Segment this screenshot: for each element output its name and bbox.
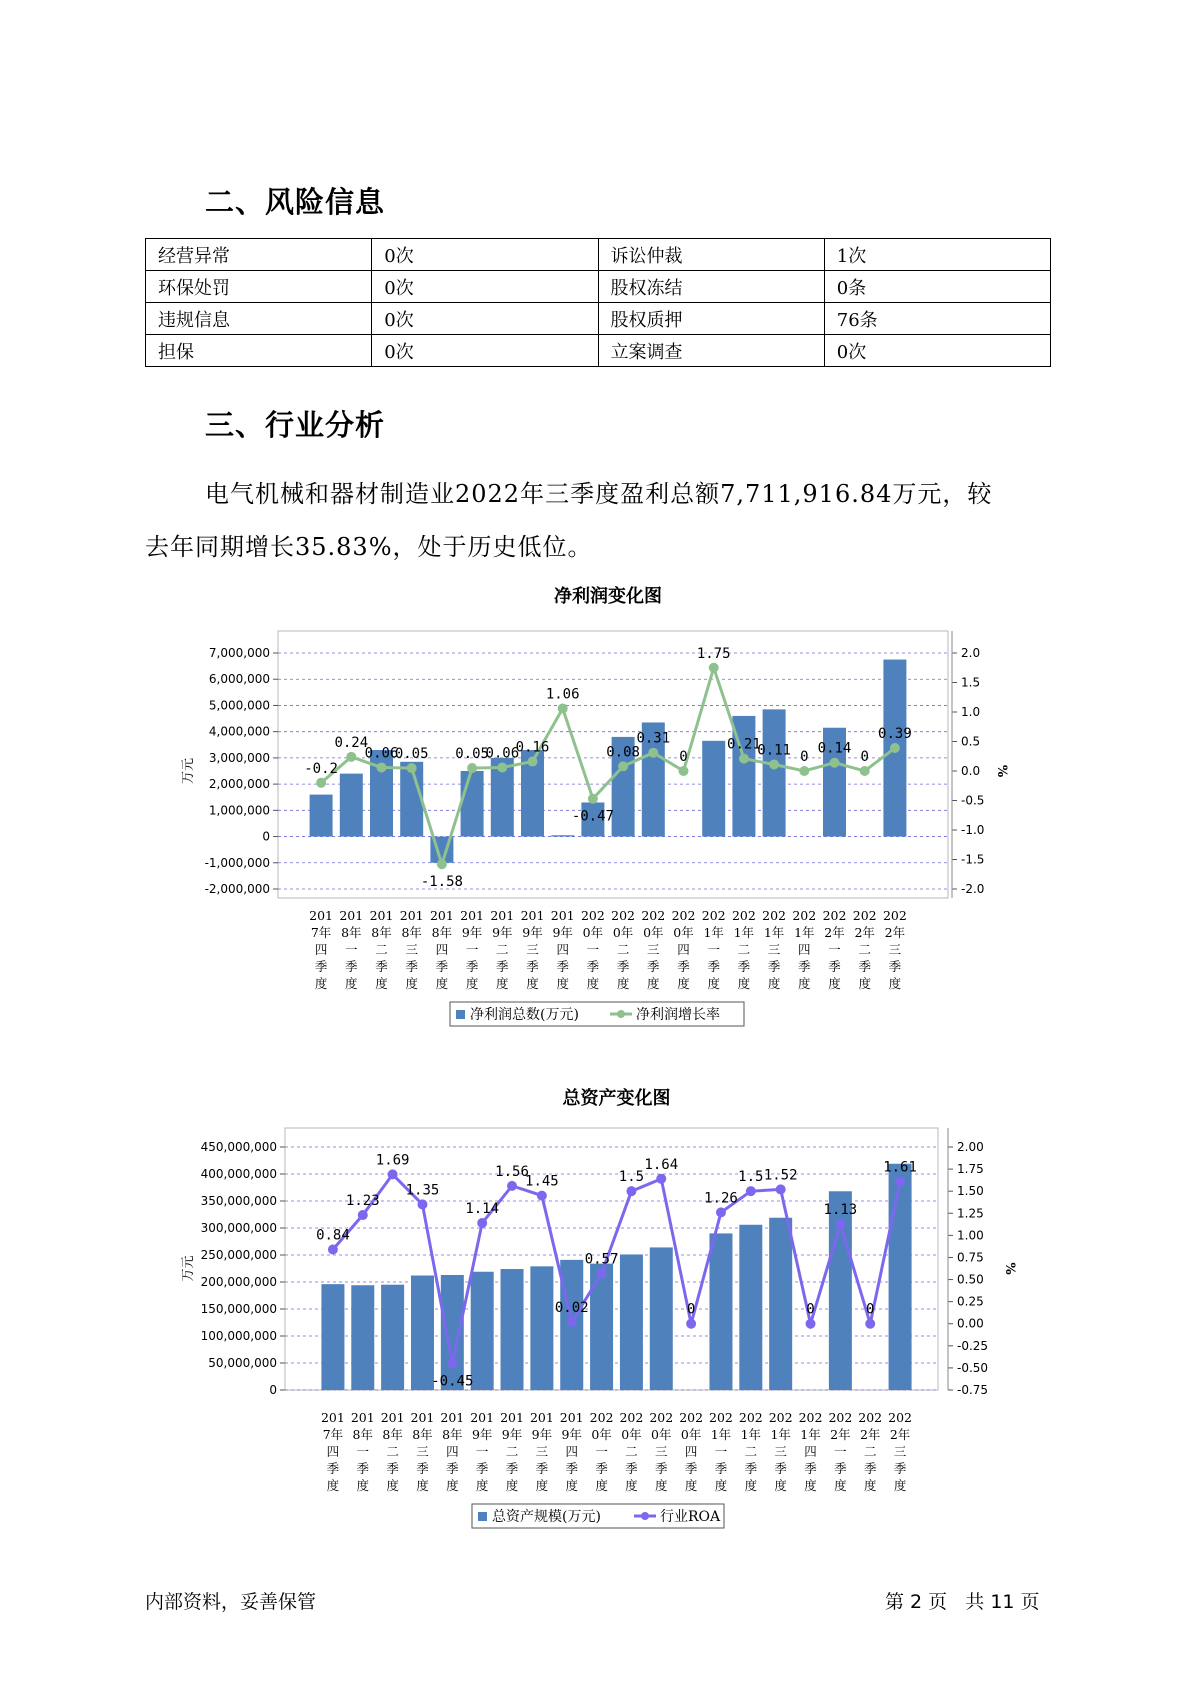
y2-tick-label: 1.00 <box>957 1228 984 1243</box>
x-category-label: 202 1年四季度 <box>792 908 817 991</box>
x-category-label: 201 7年四季度 <box>309 908 334 991</box>
y2-tick-label: 2.0 <box>961 646 981 660</box>
line-point <box>447 1358 457 1368</box>
risk-table-row <box>146 303 1051 335</box>
line-point <box>686 1319 696 1329</box>
x-category-label: 202 1年一季度 <box>709 1410 733 1493</box>
risk-table-row <box>146 335 1051 367</box>
x-category-label: 202 0年四季度 <box>671 908 696 991</box>
data-label: 1.35 <box>405 1182 440 1199</box>
y-axis-title: 万元 <box>181 1255 196 1282</box>
x-category-label: 201 8年一季度 <box>339 908 364 991</box>
data-label: 1.5 <box>738 1169 764 1186</box>
y-tick-label: 0 <box>262 829 270 844</box>
x-category-label: 202 2年一季度 <box>828 1410 853 1493</box>
line-point <box>895 1176 905 1186</box>
bar <box>381 1285 404 1390</box>
y-tick-label: 400,000,000 <box>200 1167 277 1181</box>
data-label: 0.02 <box>554 1299 589 1316</box>
line-point <box>679 766 689 776</box>
legend-bar-label: 总资产规模(万元) <box>492 1509 601 1525</box>
line-point <box>346 752 356 762</box>
x-category-label: 201 8年二季度 <box>369 908 394 991</box>
data-label: 0.14 <box>817 740 852 757</box>
data-label: 0.05 <box>455 746 489 763</box>
data-label: 1.61 <box>883 1159 917 1176</box>
x-category-label: 201 8年三季度 <box>410 1410 435 1493</box>
legend-bar-swatch <box>478 1512 487 1521</box>
x-category-label: 201 9年三季度 <box>520 908 545 991</box>
risk-item-label: 违规信息 <box>146 303 372 335</box>
risk-item-value: 0次 <box>824 335 1050 367</box>
x-category-label: 202 0年四季度 <box>679 1410 704 1493</box>
legend-line-label: 净利润增长率 <box>636 1007 720 1023</box>
data-label: 0.11 <box>757 742 791 759</box>
y2-tick-label: -1.0 <box>961 823 985 837</box>
line-point <box>865 1319 875 1329</box>
risk-item-label: 担保 <box>146 335 372 367</box>
x-category-label: 201 9年三季度 <box>529 1410 554 1493</box>
y2-tick-label: 1.5 <box>961 675 981 690</box>
industry-section-heading: 三、行业分析 <box>205 408 386 442</box>
y-tick-label: 50,000,000 <box>208 1356 277 1370</box>
bar <box>889 1164 912 1390</box>
data-label: -0.2 <box>304 760 338 777</box>
risk-info-table <box>145 238 1051 367</box>
line-point <box>860 766 870 776</box>
risk-table-row <box>146 271 1051 303</box>
chart-title: 净利润变化图 <box>554 586 662 607</box>
bar <box>620 1254 643 1390</box>
data-label: 0.39 <box>878 725 912 742</box>
line-point <box>328 1245 338 1255</box>
risk-item-label: 立案调查 <box>598 335 824 367</box>
x-category-label: 201 8年一季度 <box>350 1410 375 1493</box>
y-tick-label: -1,000,000 <box>204 855 270 870</box>
line-point <box>358 1210 368 1220</box>
line-point <box>648 748 658 758</box>
line-point <box>437 859 447 869</box>
data-label: 1.69 <box>375 1152 410 1169</box>
data-label: 1.06 <box>545 686 580 703</box>
data-label: 0.31 <box>636 730 671 747</box>
y-tick-label: -2,000,000 <box>204 882 270 896</box>
line-point <box>537 1191 547 1201</box>
x-category-label: 202 0年一季度 <box>589 1410 614 1493</box>
data-label: 0.06 <box>485 745 520 762</box>
bar <box>709 1233 732 1390</box>
line-point <box>558 703 568 713</box>
y-tick-label: 250,000,000 <box>200 1248 277 1262</box>
data-label: 0.21 <box>727 736 761 753</box>
risk-item-value: 0次 <box>372 271 598 303</box>
bar <box>530 1266 553 1390</box>
line-point <box>407 763 417 773</box>
data-label: 1.26 <box>704 1190 738 1207</box>
line-point <box>388 1169 398 1179</box>
data-label: 0.05 <box>394 746 429 763</box>
x-category-label: 201 8年三季度 <box>399 908 424 991</box>
x-category-label: 202 1年三季度 <box>762 908 787 991</box>
data-label: -0.45 <box>431 1373 474 1390</box>
y2-axis-title: % <box>994 764 1009 778</box>
line-point <box>467 763 477 773</box>
data-label: 0.16 <box>515 739 550 756</box>
y2-tick-label: 1.25 <box>957 1206 984 1221</box>
data-label: 1.14 <box>465 1200 500 1217</box>
x-category-label: 201 9年二季度 <box>500 1410 524 1493</box>
x-category-label: 202 0年一季度 <box>580 908 605 991</box>
legend-line-marker <box>617 1010 625 1018</box>
y-tick-label: 3,000,000 <box>208 750 270 765</box>
x-category-label: 201 9年一季度 <box>460 908 485 991</box>
data-label: 0.57 <box>584 1251 619 1268</box>
x-category-label: 202 2年二季度 <box>858 1410 883 1493</box>
line-point <box>769 760 779 770</box>
x-category-label: 201 8年四季度 <box>440 1410 465 1493</box>
y-tick-label: 0 <box>269 1383 277 1397</box>
data-label: 1.56 <box>495 1163 529 1180</box>
data-label: 0 <box>806 1301 815 1318</box>
data-label: 1.13 <box>823 1201 858 1218</box>
y-tick-label: 1,000,000 <box>208 803 270 818</box>
y-tick-label: 450,000,000 <box>200 1140 277 1154</box>
line-point <box>417 1199 427 1209</box>
bar <box>461 771 484 837</box>
total-assets-chart-svg <box>0 1082 1191 1542</box>
legend-line-marker <box>641 1512 649 1520</box>
data-label: -1.58 <box>420 874 463 891</box>
x-category-label: 202 2年二季度 <box>852 908 877 991</box>
x-category-label: 202 0年三季度 <box>649 1410 674 1493</box>
risk-table-row <box>146 239 1051 271</box>
data-label: 0.84 <box>316 1227 350 1244</box>
line-point <box>709 663 719 673</box>
x-category-label: 201 7年四季度 <box>320 1410 345 1493</box>
risk-item-label: 经营异常 <box>146 239 372 271</box>
line-point <box>799 766 809 776</box>
line-point <box>588 794 598 804</box>
x-category-label: 201 9年四季度 <box>550 908 575 991</box>
net-profit-chart-svg <box>0 580 1191 1040</box>
y2-tick-label: 0.00 <box>957 1316 984 1331</box>
data-label: 1.52 <box>763 1167 798 1184</box>
line-point <box>830 758 840 768</box>
risk-item-label: 股权质押 <box>598 303 824 335</box>
data-label: 1.23 <box>345 1193 380 1210</box>
data-label: 0.08 <box>606 744 640 761</box>
y2-tick-label: 2.00 <box>957 1140 984 1154</box>
risk-item-label: 股权冻结 <box>598 271 824 303</box>
line-point <box>806 1319 816 1329</box>
y-tick-label: 350,000,000 <box>200 1194 277 1208</box>
net-profit-chart <box>0 580 1191 1040</box>
bar <box>739 1225 762 1390</box>
y2-axis-title: % <box>1002 1262 1017 1275</box>
line-point <box>528 757 538 767</box>
x-category-label: 201 9年四季度 <box>559 1410 584 1493</box>
y2-tick-label: 0.5 <box>961 734 981 749</box>
bar <box>702 741 725 837</box>
x-category-label: 202 2年三季度 <box>882 908 907 991</box>
data-label: 0 <box>679 749 688 765</box>
x-category-label: 202 1年一季度 <box>701 908 726 991</box>
line-point <box>316 778 326 788</box>
line-point <box>377 762 387 772</box>
x-category-label: 201 9年一季度 <box>470 1410 495 1493</box>
risk-item-value: 0次 <box>372 303 598 335</box>
line-point <box>507 1181 517 1191</box>
y2-tick-label: 0.0 <box>961 764 981 778</box>
total-assets-chart <box>0 1082 1191 1542</box>
x-category-label: 201 9年二季度 <box>490 908 515 991</box>
bar <box>340 774 363 837</box>
y2-tick-label: -0.50 <box>957 1360 989 1375</box>
line-point <box>618 761 628 771</box>
risk-section-heading: 二、风险信息 <box>205 185 386 219</box>
data-label: 0.06 <box>364 745 399 762</box>
line-point <box>497 762 507 772</box>
y-tick-label: 200,000,000 <box>200 1275 277 1289</box>
bar <box>763 709 786 836</box>
y-tick-label: 7,000,000 <box>208 646 270 660</box>
x-category-label: 202 0年二季度 <box>611 908 636 991</box>
line-point <box>567 1317 577 1327</box>
bar <box>551 835 574 836</box>
data-label: 0 <box>860 749 869 765</box>
risk-item-value: 0次 <box>372 335 598 367</box>
y2-tick-label: 1.50 <box>957 1184 984 1199</box>
risk-item-value: 1次 <box>824 239 1050 271</box>
line-point <box>477 1218 487 1228</box>
legend-bar-swatch <box>456 1010 465 1019</box>
risk-item-value: 0条 <box>824 271 1050 303</box>
y2-tick-label: -0.5 <box>961 793 985 808</box>
y2-tick-label: 1.75 <box>957 1162 984 1177</box>
x-category-label: 202 2年三季度 <box>888 1410 913 1493</box>
x-category-label: 202 0年二季度 <box>619 1410 644 1493</box>
y2-tick-label: 0.50 <box>957 1272 984 1287</box>
paragraph-line-1: 电气机械和器材制造业2022年三季度盈利总额7,711,916.84万元，较 <box>205 480 993 508</box>
line-point <box>890 743 900 753</box>
line-point <box>597 1268 607 1278</box>
bar <box>590 1264 613 1390</box>
x-category-label: 202 0年三季度 <box>641 908 666 991</box>
y2-tick-label: -0.25 <box>957 1338 989 1353</box>
bar <box>471 1272 494 1390</box>
line-point <box>739 754 749 764</box>
y-tick-label: 4,000,000 <box>208 724 270 739</box>
paragraph-line-2: 去年同期增长35.83%，处于历史低位。 <box>145 533 593 561</box>
data-label: 1.5 <box>618 1169 645 1186</box>
y2-tick-label: -0.75 <box>957 1383 989 1397</box>
x-category-label: 201 8年二季度 <box>380 1410 405 1493</box>
x-category-label: 202 1年四季度 <box>798 1410 823 1493</box>
footer-confidential-note: 内部资料，妥善保管 <box>145 1591 317 1613</box>
line-point <box>656 1174 666 1184</box>
line-point <box>746 1186 756 1196</box>
y-tick-label: 150,000,000 <box>200 1302 277 1316</box>
data-label: 0 <box>866 1301 875 1318</box>
y-axis-title: 万元 <box>181 757 196 785</box>
bar <box>321 1284 344 1390</box>
bar <box>501 1269 524 1390</box>
data-label: 0 <box>686 1301 696 1318</box>
y2-tick-label: -1.5 <box>961 852 985 867</box>
risk-item-value: 0次 <box>372 239 598 271</box>
data-label: 1.64 <box>644 1156 679 1173</box>
chart-title: 总资产变化图 <box>562 1088 671 1109</box>
industry-analysis-paragraph <box>145 468 1051 574</box>
footer-page-number: 第 2 页 共 11 页 <box>885 1591 1040 1613</box>
y2-tick-label: -2.0 <box>961 882 985 896</box>
data-label: -0.47 <box>571 808 614 825</box>
y2-tick-label: 0.75 <box>957 1250 984 1265</box>
y-tick-label: 300,000,000 <box>200 1221 277 1235</box>
y-tick-label: 2,000,000 <box>208 777 270 792</box>
legend-bar-label: 净利润总数(万元) <box>470 1007 579 1023</box>
y-tick-label: 5,000,000 <box>208 698 270 713</box>
y-tick-label: 100,000,000 <box>200 1329 277 1343</box>
legend-line-label: 行业ROA <box>660 1509 721 1525</box>
data-label: 0 <box>800 749 809 765</box>
line-point <box>776 1184 786 1194</box>
bar <box>351 1285 374 1390</box>
x-category-label: 202 1年二季度 <box>731 908 756 991</box>
data-label: 0.24 <box>334 734 369 751</box>
bar <box>769 1218 792 1390</box>
y-tick-label: 6,000,000 <box>208 672 270 687</box>
risk-item-label: 环保处罚 <box>146 271 372 303</box>
risk-item-value: 76条 <box>824 303 1050 335</box>
line-point <box>716 1207 726 1217</box>
y2-tick-label: 1.0 <box>961 705 981 719</box>
x-category-label: 202 1年三季度 <box>768 1410 793 1493</box>
data-label: 1.75 <box>696 645 731 662</box>
line-point <box>835 1219 845 1229</box>
line-point <box>626 1186 636 1196</box>
y2-tick-label: 0.25 <box>957 1294 984 1309</box>
x-category-label: 202 2年一季度 <box>822 908 847 991</box>
x-category-label: 202 1年二季度 <box>738 1410 763 1493</box>
x-category-label: 201 8年四季度 <box>429 908 454 991</box>
bar <box>310 795 333 837</box>
risk-item-label: 诉讼仲裁 <box>598 239 824 271</box>
data-label: 1.45 <box>525 1173 559 1190</box>
bar <box>650 1247 673 1390</box>
